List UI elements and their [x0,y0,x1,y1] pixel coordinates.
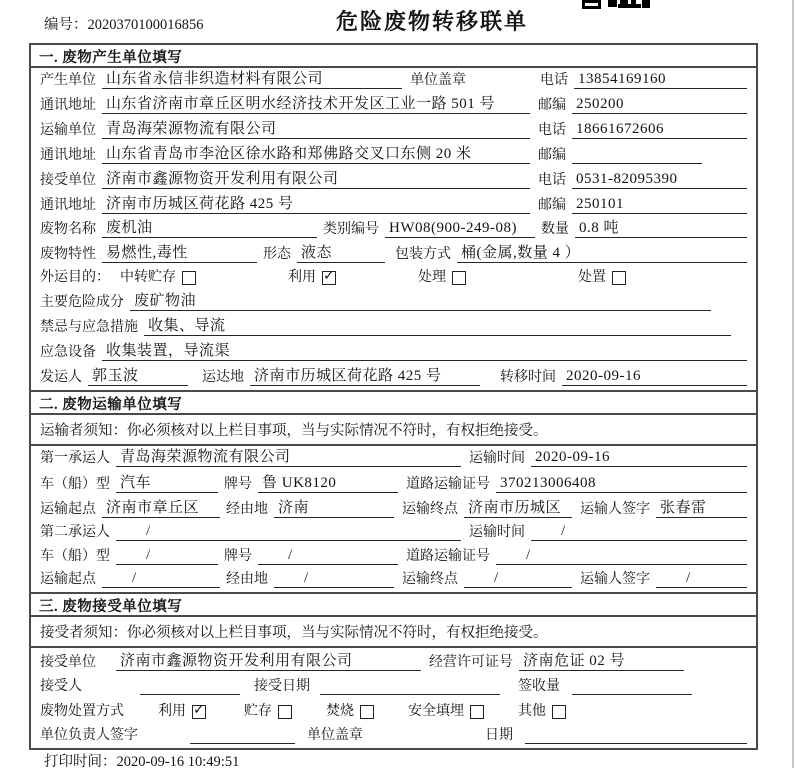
plate-label: 牌号 [224,476,252,492]
section3-body [31,648,756,748]
checkbox-dispose [612,271,626,285]
plate-number-2: / [258,547,398,565]
page-edge-line [792,0,794,768]
license-number: 济南危证 02 号 [519,649,684,671]
row-transport-purpose [31,267,756,290]
plate-number: 鲁 UK8120 [258,471,398,492]
form-value: 液态 [297,242,385,263]
route-via-label: 经由地 [226,501,268,517]
row-accept-unit [31,648,756,675]
transporter-value: 青岛海荣源物流有限公司 [102,118,530,139]
receiver-value: 济南市鑫源物资开发利用有限公司 [102,168,530,189]
qr-code-fragment [582,0,650,10]
transporter-phone: 18661672606 [572,121,747,139]
pack-label: 包装方式 [395,247,451,263]
signed-qty [572,678,692,695]
row-waste-traits [31,242,756,267]
row-hazard-components [31,290,756,315]
row-producer-address [31,93,756,118]
receiver-address: 济南市历城区荷花路 425 号 [102,193,530,214]
emergency-value: 收集、导流 [144,315,731,336]
route-end-2: / [464,570,572,588]
accept-date-label: 接受日期 [254,679,310,694]
vehicle-type-label: 车（船）型 [40,548,110,564]
checkbox-disposal-other [552,705,566,719]
section2-body [31,446,756,592]
address-label: 通讯地址 [40,197,96,213]
checkbox-treat [452,271,466,285]
row-responsible-sign [31,724,756,749]
transporter-zip [572,147,702,164]
responsible-signature [190,727,295,744]
carrier-signature: 张春雷 [656,497,747,518]
zip-label: 邮编 [538,97,566,113]
purpose-opt-dispose-label: 处置 [578,270,606,286]
row-emergency-measures [31,315,756,340]
row-transporter [31,118,756,143]
license-label: 经营许可证号 [429,654,513,670]
disposal-opt-burn-label: 焚烧 [326,703,354,719]
disposal-opt-store-label: 贮存 [244,703,272,719]
waste-name: 废机油 [102,218,317,239]
section2-note: 运输者须知：你必须核对以上栏目事项，当与实际情况不符时，有权拒绝接受。 [31,415,756,446]
row-first-carrier [31,446,756,471]
destination-label: 运达地 [202,370,244,386]
traits-value: 易燃性,毒性 [102,242,257,263]
receiver-phone: 0531-82095390 [572,171,747,189]
serial-label: 编号： [44,17,88,33]
checkbox-disposal-landfill [470,705,484,719]
first-carrier-value: 青岛海荣源物流有限公司 [116,446,461,467]
row-route-2 [31,569,756,592]
carrier-sign-label: 运输人签字 [580,571,650,587]
disposal-opt-other-label: 其他 [518,703,546,719]
disposal-opt-landfill-label: 安全填埋 [408,703,464,719]
address-label: 通讯地址 [40,97,96,113]
second-carrier-value: / [116,523,461,541]
row-emergency-equipment [31,340,756,365]
dispatcher-label: 发运人 [40,370,82,386]
route-via-2: / [274,570,394,588]
purpose-opt-treat-label: 处理 [418,270,446,286]
accept-date [320,678,500,695]
serial-number-line [44,13,204,34]
row-vehicle-1 [31,471,756,496]
transport-time-label: 运输时间 [469,451,525,467]
acceptor-label: 接受人 [40,679,82,694]
route-start: 济南市章丘区 [102,497,220,518]
checkbox-transfer-storage [182,271,196,285]
sign-date [525,727,747,744]
qr-finder-block [582,0,601,9]
producer-address: 山东省济南市章丘区明水经济技术开发区工业一路 501 号 [102,93,530,114]
transporter-label: 运输单位 [40,122,96,138]
first-carrier-label: 第一承运人 [40,451,110,467]
serial-value: 2020370100016856 [87,17,204,33]
checkbox-use [322,271,336,285]
page-title: 危险废物转移联单 [335,9,529,34]
road-permit-number-2: / [496,547,747,565]
route-start-2: / [102,570,220,588]
purpose-label: 外运目的： [40,270,110,286]
section1-header: 一. 废物产生单位填写 [31,45,756,68]
disposal-opt-use-label: 利用 [158,703,186,719]
route-end-label: 运输终点 [402,501,458,517]
phone-label: 电话 [538,172,566,188]
vehicle-type: 汽车 [116,471,218,492]
accept-unit-value: 济南市鑫源物资开发利用有限公司 [116,649,421,671]
route-start-label: 运输起点 [40,501,96,517]
qr-module [631,0,636,4]
plate-label: 牌号 [224,548,252,564]
checkbox-disposal-store [278,705,292,719]
road-permit-label: 道路运输证号 [406,476,490,492]
qr-module [618,4,641,8]
transport-time-label: 运输时间 [469,525,525,541]
traits-label: 废物特性 [40,247,96,263]
route-start-label: 运输起点 [40,571,96,587]
route-end: 济南市历城区 [464,497,572,518]
carrier-signature-2: / [656,570,747,588]
zip-label: 邮编 [538,147,566,163]
row-receiver-address [31,193,756,218]
receiver-zip: 250101 [572,196,747,214]
section3-note: 接受者须知：你必须核对以上栏目事项，当与实际情况不符时，有权拒绝接受。 [31,617,756,648]
transport-time-2: / [531,523,747,541]
row-acceptor [31,675,756,700]
equipment-value: 收集装置，导流渠 [102,340,747,361]
carrier-sign-label: 运输人签字 [580,501,650,517]
vehicle-type-label: 车（船）型 [40,476,110,492]
hazard-label: 主要危险成分 [40,295,124,311]
producer-value: 山东省永信非织造材料有限公司 [102,68,402,89]
receiver-label: 接受单位 [40,172,96,188]
address-label: 通讯地址 [40,147,96,163]
emergency-label: 禁忌与应急措施 [40,320,138,336]
checkbox-disposal-burn [360,705,374,719]
row-second-carrier [31,522,756,545]
waste-qty-label: 数量 [541,222,569,238]
transfer-form [29,43,758,750]
form-label: 形态 [263,247,291,263]
row-receiver [31,168,756,193]
accept-unit-label: 接受单位 [40,654,96,670]
row-dispatcher [31,365,756,390]
phone-label: 电话 [540,72,568,88]
waste-name-label: 废物名称 [40,222,96,238]
checkbox-disposal-use [192,705,206,719]
qr-module [642,0,650,8]
purpose-opt-use-label: 利用 [288,270,316,286]
transfer-time-label: 转移时间 [500,370,556,386]
zip-label: 邮编 [538,197,566,213]
purpose-opt-transfer-label: 中转贮存 [120,270,176,286]
unit-seal-label: 单位盖章 [307,728,363,743]
qr-module [608,0,617,7]
route-via: 济南 [274,497,394,518]
road-permit-number: 370213006408 [496,475,747,493]
row-producer [31,68,756,93]
row-transporter-address [31,143,756,168]
row-vehicle-2 [31,545,756,568]
second-carrier-label: 第二承运人 [40,525,110,541]
phone-label: 电话 [538,122,566,138]
print-time-label: 打印时间： [44,754,117,770]
responsible-sign-label: 单位负责人签字 [40,728,138,743]
section2-header: 二. 废物运输单位填写 [31,390,756,415]
transport-time: 2020-09-16 [531,449,747,467]
producer-zip: 250200 [572,96,747,114]
waste-code: HW08(900-249-08) [385,220,535,238]
transporter-address: 山东省青岛市李沧区徐水路和郑佛路交叉口东侧 20 米 [102,143,530,164]
producer-phone: 13854169160 [574,71,747,89]
destination-value: 济南市历城区荷花路 425 号 [250,365,480,386]
road-permit-label: 道路运输证号 [406,548,490,564]
signed-qty-label: 签收量 [518,679,560,694]
dispatcher-name: 郭玉波 [88,365,188,386]
date-label: 日期 [485,728,513,743]
row-disposal-method [31,699,756,724]
section3-header: 三. 废物接受单位填写 [31,592,756,617]
waste-code-label: 类别编号 [323,222,379,238]
hazard-value: 废矿物油 [130,290,711,311]
waste-qty: 0.8 吨 [575,218,747,239]
vehicle-type-2: / [116,547,218,565]
route-via-label: 经由地 [226,571,268,587]
pack-value: 桶(金属,数量 4 ） [457,242,747,263]
producer-label: 产生单位 [40,72,96,88]
disposal-label: 废物处置方式 [40,703,124,719]
unit-seal-label: 单位盖章 [410,72,466,88]
section1-body [31,68,756,390]
route-end-label: 运输终点 [402,571,458,587]
acceptor-name [140,678,240,695]
transfer-time: 2020-09-16 [562,368,747,386]
print-time-value: 2020-09-16 10:49:51 [116,754,240,770]
equipment-label: 应急设备 [40,345,96,361]
row-waste-name [31,218,756,243]
row-route-1 [31,497,756,522]
